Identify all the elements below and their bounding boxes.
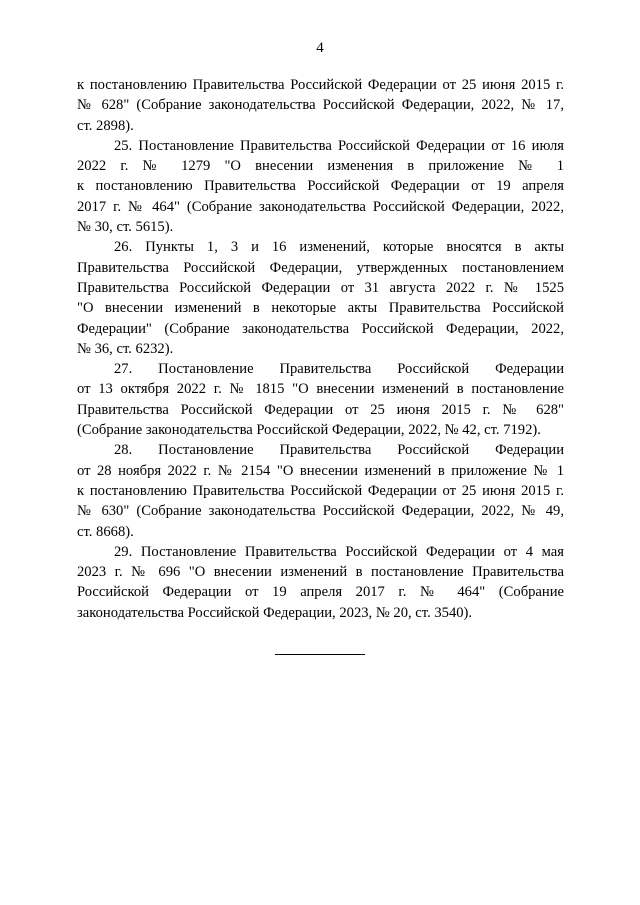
text-line: к постановлению Правительства Российской Федерации от 25 июня 2015 г. <box>77 77 564 93</box>
text-line: ст. 2898). <box>77 117 134 134</box>
text-line: 2023 г. № 696 "О внесении изменений в постановление Правительства <box>77 564 564 581</box>
text-line: Правительства Российской Федерации, утвержденных постановлением <box>77 259 564 276</box>
text-line: № 630" (Собрание законодательства Российской Федерации, 2022, № 49, <box>77 503 564 520</box>
text-line: "О внесении изменений в некоторые акты Правительства Российской <box>77 300 564 317</box>
text-line: (Собрание законодательства Российской Федерации, 2022, № 42, ст. 7192). <box>77 422 541 439</box>
text-line: 25. Постановление Правительства Российской Федерации от 16 июля <box>114 137 564 154</box>
paragraph-item-26 <box>77 237 564 359</box>
text-line: 2022 г. № 1279 "О внесении изменения в приложение № 1 <box>77 158 564 175</box>
text-line: Федерации" (Собрание законодательства Российской Федерации, 2022, <box>77 320 564 337</box>
text-line: Правительства Российской Федерации от 25 июня 2015 г. № 628" <box>77 401 564 418</box>
text-line: от 28 ноября 2022 г. № 2154 "О внесении изменений в приложение № 1 <box>77 462 564 479</box>
text-line: от 13 октября 2022 г. № 1815 "О внесении изменений в постановление <box>77 381 564 398</box>
text-line: Правительства Российской Федерации от 31 августа 2022 г. № 1525 <box>77 279 564 296</box>
paragraph-item-25 <box>77 136 564 237</box>
text-line: Российской Федерации от 19 апреля 2017 г. № 464" (Собрание <box>77 584 564 601</box>
text-line: 27. Постановление Правительства Российской Федерации <box>114 361 564 378</box>
text-line: № 30, ст. 5615). <box>77 219 174 236</box>
text-line: к постановлению Правительства Российской Федерации от 25 июня 2015 г. <box>77 482 564 499</box>
page-number: 4 <box>316 40 324 56</box>
text-line: 28. Постановление Правительства Российской Федерации <box>114 442 564 459</box>
paragraph-item-28 <box>77 440 564 541</box>
text-line: 29. Постановление Правительства Российской Федерации от 4 мая <box>114 543 564 560</box>
paragraph-item-29 <box>77 542 564 623</box>
text-line: к постановлению Правительства Российской Федерации от 19 апреля <box>77 178 564 195</box>
text-line: законодательства Российской Федерации, 2023, № 20, ст. 3540). <box>77 604 473 621</box>
text-line: 26. Пункты 1, 3 и 16 изменений, которые вносятся в акты <box>114 239 564 256</box>
document-body <box>77 75 564 623</box>
text-line: ст. 8668). <box>77 523 134 540</box>
text-line: № 36, ст. 6232). <box>77 340 174 357</box>
paragraph-continuation <box>77 75 564 136</box>
text-line: 2017 г. № 464" (Собрание законодательства Российской Федерации, 2022, <box>77 198 564 215</box>
end-separator-line <box>275 654 365 655</box>
paragraph-item-27 <box>77 359 564 440</box>
text-line: № 628" (Собрание законодательства Российской Федерации, 2022, № 17, <box>77 97 564 114</box>
